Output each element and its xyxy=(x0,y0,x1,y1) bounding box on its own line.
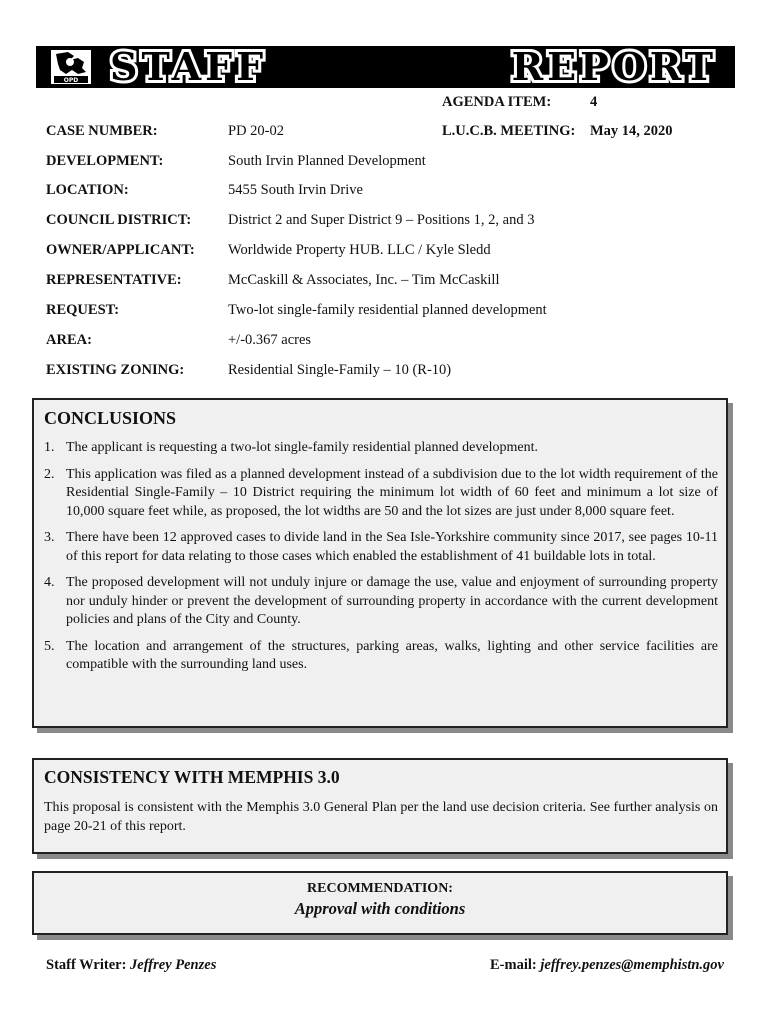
recommendation-heading: RECOMMENDATION: xyxy=(307,881,453,896)
item-number: 3. xyxy=(44,530,55,545)
item-number: 2. xyxy=(44,466,55,482)
field-label: OWNER/APPLICANT: xyxy=(46,242,195,258)
staff-writer xyxy=(46,957,216,974)
field-label: REQUEST: xyxy=(46,302,120,318)
field-label: REPRESENTATIVE: xyxy=(46,272,182,288)
list-item xyxy=(44,529,718,566)
item-number: 1. xyxy=(44,440,55,455)
field-value: Two-lot single-family residential planned development xyxy=(228,302,547,318)
field-label: COUNCIL DISTRICT: xyxy=(46,212,192,228)
field-value: District 2 and Super District 9 – Positions 1, 2, and 3 xyxy=(228,212,535,228)
staff-writer-name: Jeffrey Penzes xyxy=(130,957,217,973)
item-number: 5. xyxy=(44,638,55,654)
list-item xyxy=(44,439,718,458)
recommendation-box xyxy=(32,871,728,935)
banner-word-staff: STAFF STAFF xyxy=(110,48,267,86)
field-value: Worldwide Property HUB. LLC / Kyle Sledd xyxy=(228,242,491,258)
list-item xyxy=(44,466,718,522)
item-text: The applicant is requesting a two-lot single-family residential planned development. xyxy=(66,440,538,455)
item-text: The proposed development will not unduly injure or damage the use, value and enjoyment of surrounding property nor unduly hinder or prevent the development of surrounding property in accordance with the current development policies and plans of the City and County. xyxy=(66,575,718,627)
email-label: E-mail: xyxy=(490,957,537,973)
agenda-item-value: 4 xyxy=(590,94,598,110)
item-number: 4. xyxy=(44,575,55,590)
banner-title xyxy=(110,44,717,89)
field-value: PD 20-02 xyxy=(228,123,284,139)
field-value: McCaskill & Associates, Inc. – Tim McCaskill xyxy=(228,272,500,288)
field-label: DEVELOPMENT: xyxy=(46,153,164,169)
conclusions-title: CONCLUSIONS xyxy=(44,408,177,428)
consistency-box xyxy=(32,758,728,854)
banner-word-report: REPORT REPORT xyxy=(512,48,717,86)
conclusions-box xyxy=(32,398,728,728)
field-label: AREA: xyxy=(46,332,92,348)
recommendation-value: Approval with conditions xyxy=(294,899,466,918)
item-text: This application was filed as a planned development instead of a subdivision due to the lot width requirement of the Residential Single-Family – 10 District requiring the minimum lot width of 60 feet and minimum a lot size of 10,000 square feet while, as proposed, the lot widths are 50 and the lot sizes are just under 8,000 square feet. xyxy=(66,466,718,519)
field-value: 5455 South Irvin Drive xyxy=(228,182,363,198)
field-value: South Irvin Planned Development xyxy=(228,153,426,169)
field-label: EXISTING ZONING: xyxy=(46,362,185,378)
staff-report-banner xyxy=(36,46,735,88)
staff-writer-label: Staff Writer: xyxy=(46,957,127,973)
field-value: +/-0.367 acres xyxy=(228,332,312,348)
agenda-item-label: AGENDA ITEM: xyxy=(442,94,552,110)
meeting-label: L.U.C.B. MEETING: xyxy=(442,123,576,139)
conclusions-list xyxy=(44,439,718,675)
consistency-title: CONSISTENCY WITH MEMPHIS 3.0 xyxy=(44,767,340,787)
item-text: The location and arrangement of the structures, parking areas, walks, lighting and other service facilities are compatible with the surrounding land uses. xyxy=(66,638,718,672)
list-item xyxy=(44,638,718,675)
consistency-text: This proposal is consistent with the Memphis 3.0 General Plan per the land use decision criteria. See further analysis on page 20-21 of this report. xyxy=(44,800,718,834)
field-value: Residential Single-Family – 10 (R-10) xyxy=(228,362,452,378)
meeting-date: May 14, 2020 xyxy=(590,123,673,139)
item-text: There have been 12 approved cases to divide land in the Sea Isle-Yorkshire community since 2017, see pages 10-11 of this report for data relating to those cases which enabled the establishment of 41 buildable lots in total. xyxy=(66,530,718,564)
opd-logo xyxy=(48,48,94,86)
list-item xyxy=(44,574,718,630)
staff-email xyxy=(490,957,724,974)
field-label: LOCATION: xyxy=(46,182,129,198)
email-link[interactable]: jeffrey.penzes@memphistn.gov xyxy=(540,957,724,973)
field-label: CASE NUMBER: xyxy=(46,123,158,139)
svg-text:OPD: OPD xyxy=(63,77,79,84)
